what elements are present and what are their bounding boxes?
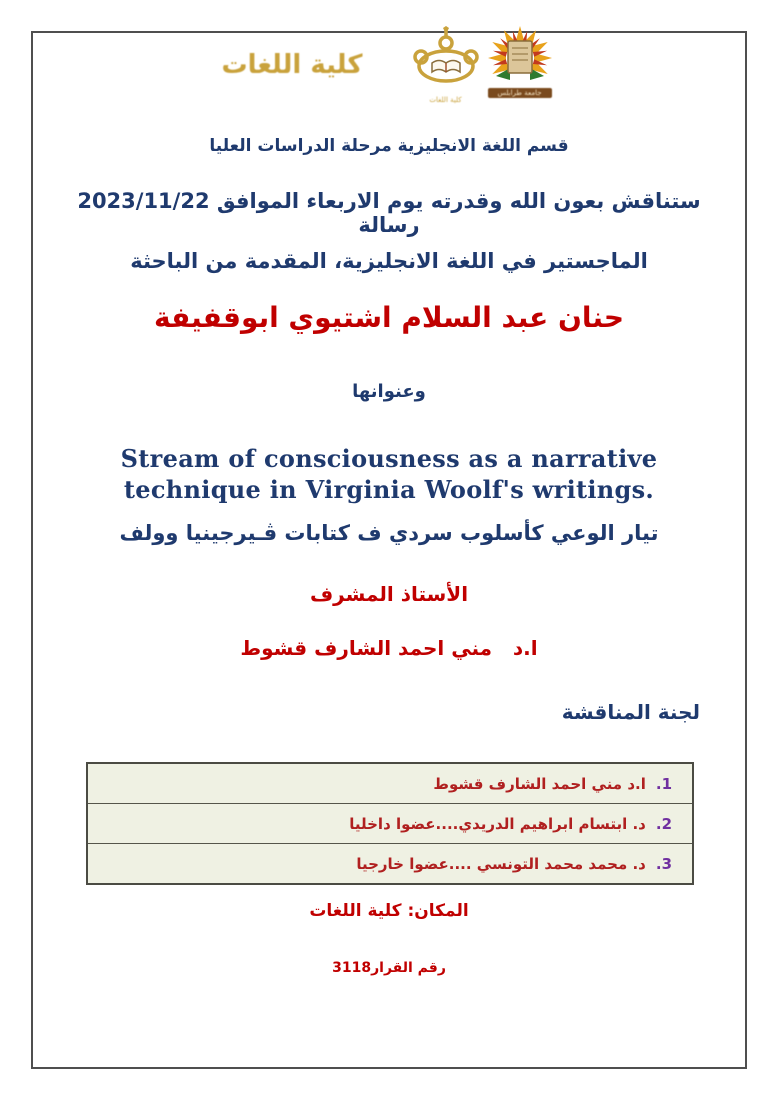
faculty-of-languages-logo: [410, 26, 482, 104]
thesis-title-english-line1: Stream of consciousness as a narrative: [120, 444, 658, 473]
thesis-title-english-line2: technique in Virginia Woolf's writings.: [123, 475, 655, 504]
committee-row-2: [88, 804, 692, 844]
faculty-emblem-icon: [410, 26, 482, 96]
committee-table: [86, 762, 694, 885]
supervisor-heading: الأستاذ المشرف: [309, 582, 469, 606]
faculty-logo-caption: كلية اللغات: [429, 96, 462, 104]
header: [50, 26, 728, 104]
committee-row-3-name: د. محمد محمد التونسي ....عضوا خارجيا: [356, 854, 646, 873]
committee-row-1-name: ا.د مني احمد الشارف قشوط: [433, 774, 646, 793]
researcher-name: حنان عبد السلام اشتيوي ابوقفيفة: [153, 301, 625, 334]
committee-heading: لجنة المناقشة: [561, 700, 700, 724]
thesis-title-arabic: تيار الوعي كأسلوب سردي ف كتابات ڤـيرجينيا وولف: [119, 521, 659, 545]
location-line: المكان: كلية اللغات: [309, 901, 469, 921]
supervisor-name: ا.د مني احمد الشارف قشوط: [240, 636, 538, 660]
announcement-line-2: الماجستير في اللغة الانجليزية، المقدمة من الباحثة: [130, 249, 648, 273]
title-intro: وعنوانها: [352, 381, 426, 402]
department-heading: قسم اللغة الانجليزية مرحلة الدراسات العليا: [209, 136, 569, 156]
faculty-gold-title: كلية اللغات: [221, 50, 363, 80]
committee-row-1: [88, 764, 692, 804]
committee-row-3: [88, 844, 692, 883]
university-of-tripoli-logo: [484, 26, 556, 104]
committee-row-3-number: 3.: [655, 854, 672, 873]
thesis-title-english: [50, 443, 728, 505]
university-banner-text: جامعة طرابلس: [488, 88, 552, 98]
committee-row-1-number: 1.: [655, 774, 672, 793]
announcement-line-1: ستناقش بعون الله وقدرته يوم الاربعاء الموافق 2023/11/22 رسالة: [77, 189, 701, 237]
university-emblem-icon: [484, 26, 556, 90]
decision-number-line: رقم القرار3118: [332, 960, 446, 976]
committee-row-2-name: د. ابتسام ابراهيم الدريدي....عضوا داخليا: [349, 814, 646, 833]
committee-row-2-number: 2.: [655, 814, 672, 833]
